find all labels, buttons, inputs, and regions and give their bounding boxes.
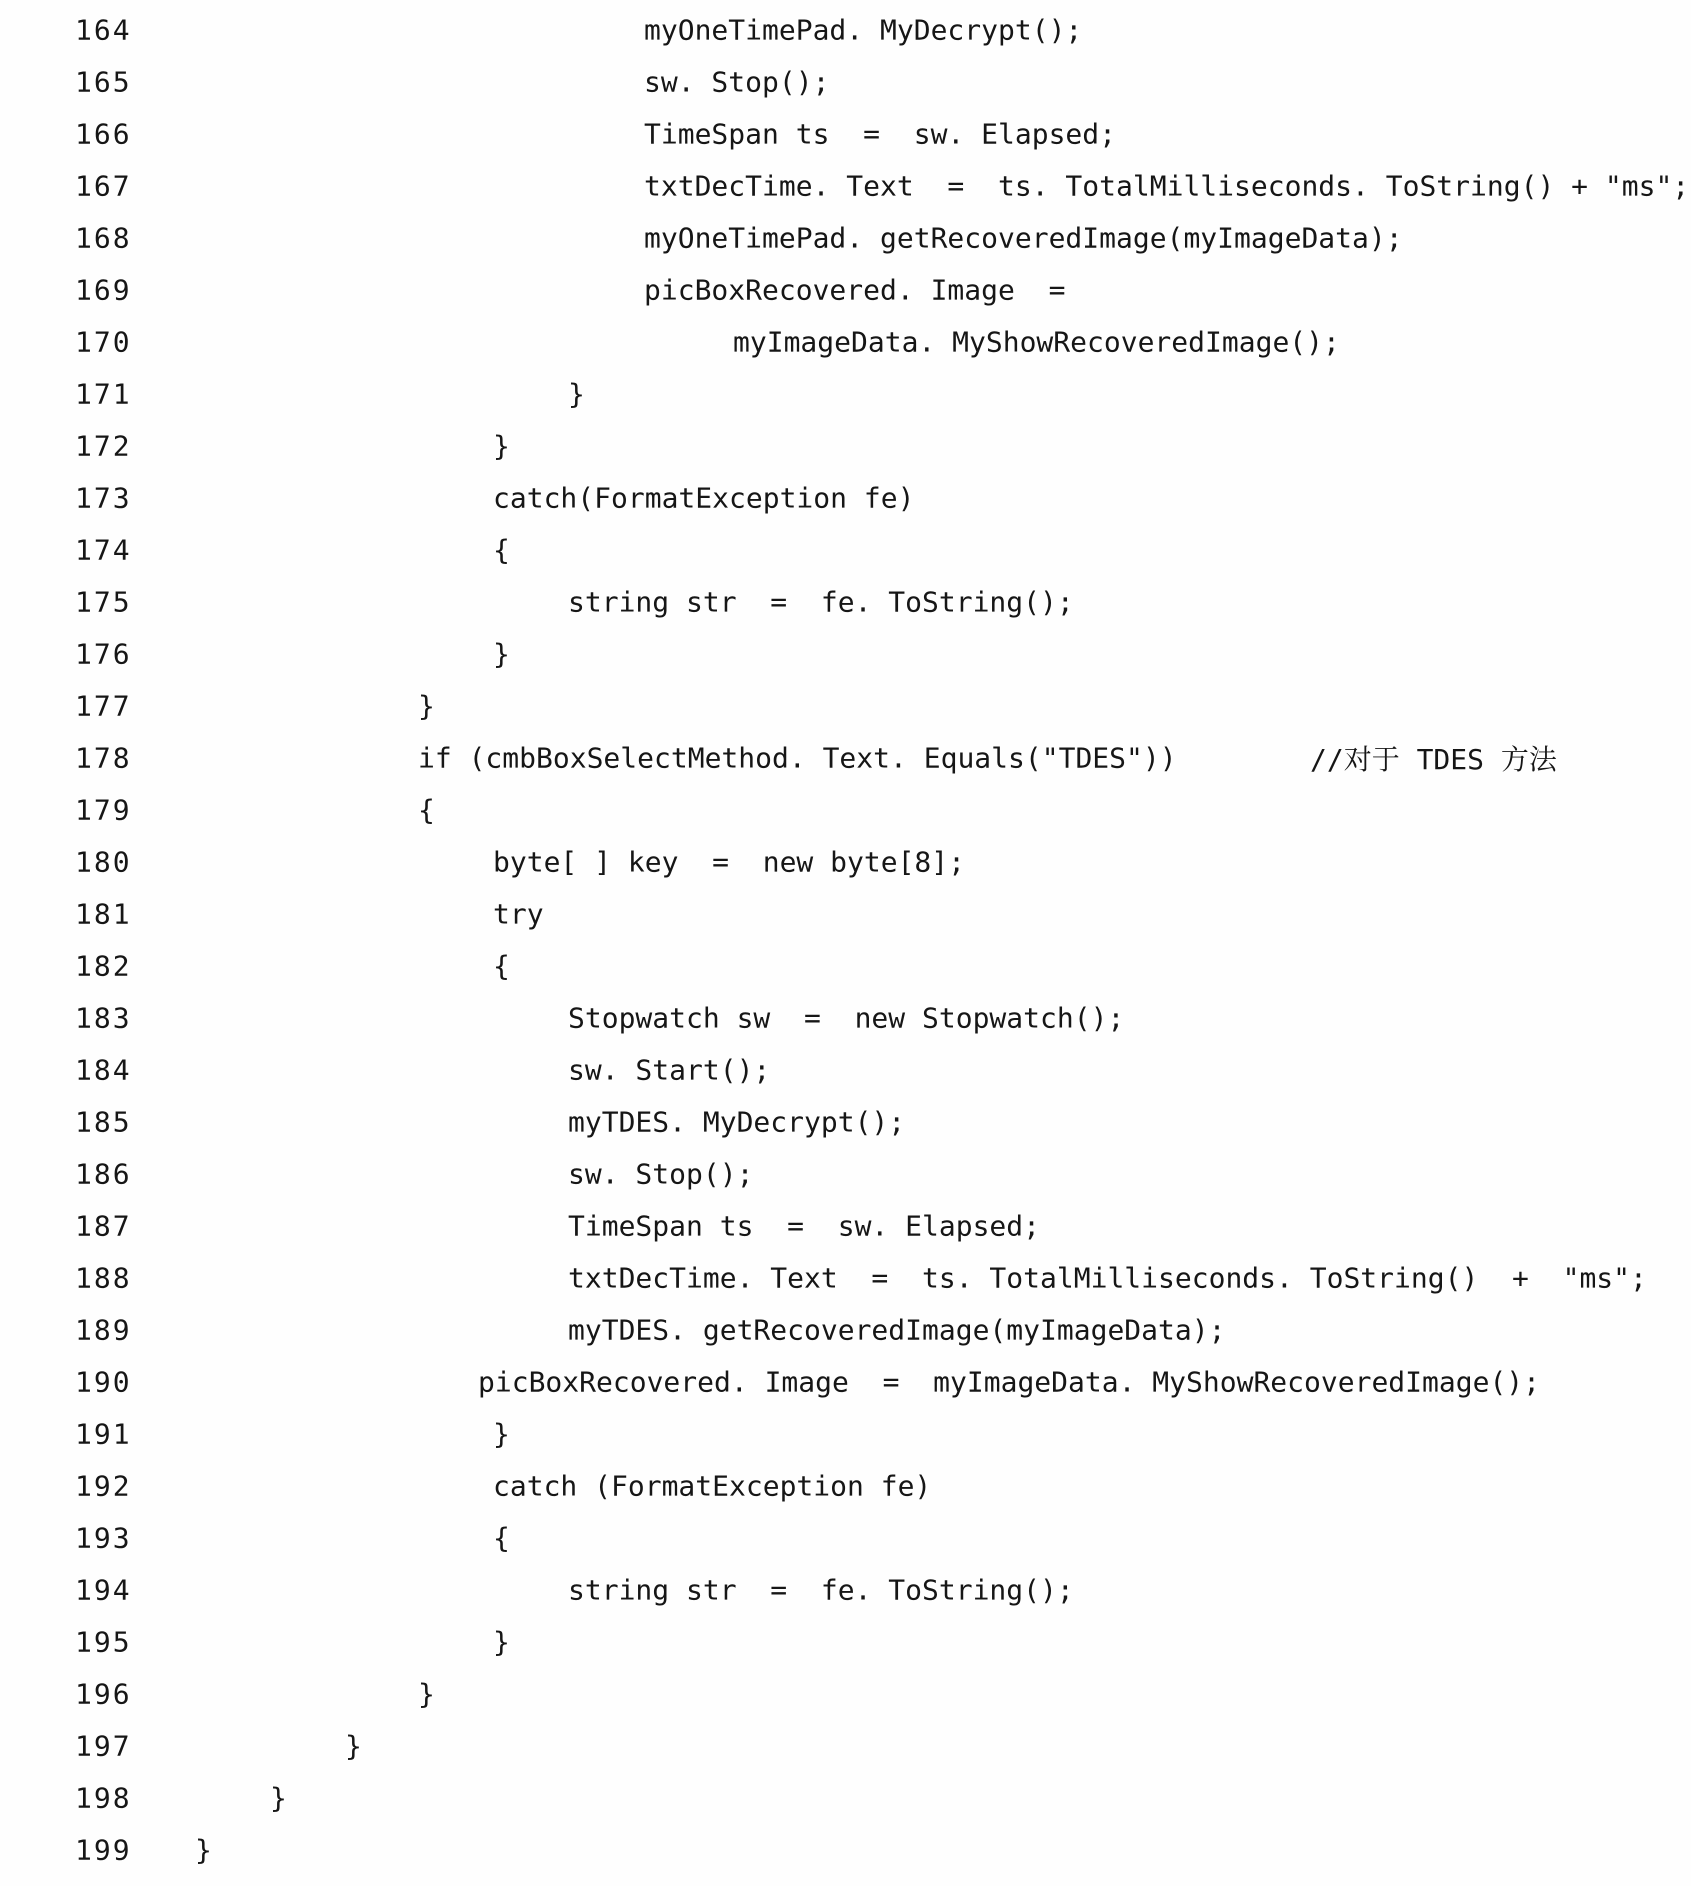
code-text: }	[345, 1729, 362, 1763]
code-text: Stopwatch sw = new Stopwatch();	[568, 1001, 1125, 1035]
line-number: 192	[75, 1469, 132, 1503]
code-line	[0, 368, 1691, 420]
line-number: 175	[75, 585, 132, 619]
line-number: 198	[75, 1781, 132, 1815]
code-text: }	[568, 377, 585, 411]
code-line	[0, 1148, 1691, 1200]
code-text: catch (FormatException fe)	[493, 1469, 932, 1503]
code-text: }	[195, 1833, 212, 1867]
code-line	[0, 1408, 1691, 1460]
line-number: 179	[75, 793, 132, 827]
code-text: txtDecTime. Text = ts. TotalMilliseconds. ToString() + "ms";	[644, 169, 1690, 203]
code-text: }	[418, 689, 435, 723]
code-line	[0, 420, 1691, 472]
code-text: txtDecTime. Text = ts. TotalMilliseconds. ToString() + "ms";	[568, 1261, 1647, 1295]
line-number: 164	[75, 13, 132, 47]
code-line	[0, 1460, 1691, 1512]
line-number: 174	[75, 533, 132, 567]
code-line	[0, 4, 1691, 56]
code-text: sw. Stop();	[568, 1157, 754, 1191]
line-number: 177	[75, 689, 132, 723]
inline-comment: //对于 TDES 方法	[1310, 743, 1557, 776]
line-number: 184	[75, 1053, 132, 1087]
code-text: TimeSpan ts = sw. Elapsed;	[644, 117, 1117, 151]
line-number: 199	[75, 1833, 132, 1867]
code-line	[0, 1096, 1691, 1148]
line-number: 168	[75, 221, 132, 255]
code-line	[0, 1720, 1691, 1772]
code-text: myOneTimePad. MyDecrypt();	[644, 13, 1083, 47]
code-line	[0, 212, 1691, 264]
code-text: }	[493, 1417, 510, 1451]
code-line	[0, 108, 1691, 160]
code-line	[0, 628, 1691, 680]
line-number: 182	[75, 949, 132, 983]
code-line	[0, 316, 1691, 368]
line-number: 183	[75, 1001, 132, 1035]
code-line	[0, 576, 1691, 628]
code-text: myOneTimePad. getRecoveredImage(myImageData);	[644, 221, 1403, 255]
code-text: picBoxRecovered. Image =	[644, 273, 1066, 307]
code-line	[0, 1668, 1691, 1720]
code-line	[0, 1616, 1691, 1668]
code-line	[0, 1304, 1691, 1356]
line-number: 176	[75, 637, 132, 671]
line-number: 190	[75, 1365, 132, 1399]
line-number: 181	[75, 897, 132, 931]
code-text: {	[493, 949, 510, 983]
line-number: 186	[75, 1157, 132, 1191]
line-number: 195	[75, 1625, 132, 1659]
line-number: 187	[75, 1209, 132, 1243]
code-text: }	[493, 429, 510, 463]
code-text: try	[493, 897, 544, 931]
code-line	[0, 1824, 1691, 1876]
line-number: 172	[75, 429, 132, 463]
code-text: string str = fe. ToString();	[568, 1573, 1074, 1607]
code-line	[0, 524, 1691, 576]
code-line	[0, 264, 1691, 316]
code-line	[0, 888, 1691, 940]
code-line	[0, 1200, 1691, 1252]
line-number: 178	[75, 741, 132, 775]
code-line	[0, 472, 1691, 524]
code-line	[0, 1772, 1691, 1824]
line-number: 167	[75, 169, 132, 203]
code-text: if (cmbBoxSelectMethod. Text. Equals("TDES"))	[418, 741, 1177, 775]
code-line	[0, 836, 1691, 888]
line-number: 193	[75, 1521, 132, 1555]
line-number: 170	[75, 325, 132, 359]
code-line	[0, 1252, 1691, 1304]
code-text: myImageData. MyShowRecoveredImage();	[733, 325, 1340, 359]
line-number: 180	[75, 845, 132, 879]
line-number: 189	[75, 1313, 132, 1347]
code-line	[0, 1356, 1691, 1408]
code-text: {	[493, 533, 510, 567]
code-line	[0, 680, 1691, 732]
code-text: myTDES. MyDecrypt();	[568, 1105, 906, 1139]
code-text: {	[418, 793, 435, 827]
code-line	[0, 1512, 1691, 1564]
code-text: catch(FormatException fe)	[493, 481, 915, 515]
code-text: string str = fe. ToString();	[568, 585, 1074, 619]
code-line	[0, 784, 1691, 836]
code-text: TimeSpan ts = sw. Elapsed;	[568, 1209, 1041, 1243]
line-number: 171	[75, 377, 132, 411]
code-line	[0, 56, 1691, 108]
code-text: byte[ ] key = new byte[8];	[493, 845, 966, 879]
code-text: sw. Stop();	[644, 65, 830, 99]
code-line	[0, 940, 1691, 992]
line-number: 165	[75, 65, 132, 99]
line-number: 166	[75, 117, 132, 151]
code-line	[0, 1044, 1691, 1096]
line-number: 169	[75, 273, 132, 307]
code-text: myTDES. getRecoveredImage(myImageData);	[568, 1313, 1226, 1347]
code-text: }	[418, 1677, 435, 1711]
code-text: picBoxRecovered. Image = myImageData. MyShowRecoveredImage();	[478, 1365, 1541, 1399]
line-number: 188	[75, 1261, 132, 1295]
line-number: 194	[75, 1573, 132, 1607]
code-line	[0, 992, 1691, 1044]
code-text: }	[493, 637, 510, 671]
code-line	[0, 1564, 1691, 1616]
code-line	[0, 732, 1691, 784]
code-text: }	[270, 1781, 287, 1815]
code-line	[0, 160, 1691, 212]
code-text: }	[493, 1625, 510, 1659]
line-number: 185	[75, 1105, 132, 1139]
code-text: {	[493, 1521, 510, 1555]
code-text: sw. Start();	[568, 1053, 771, 1087]
line-number: 197	[75, 1729, 132, 1763]
line-number: 191	[75, 1417, 132, 1451]
line-number: 173	[75, 481, 132, 515]
line-number: 196	[75, 1677, 132, 1711]
